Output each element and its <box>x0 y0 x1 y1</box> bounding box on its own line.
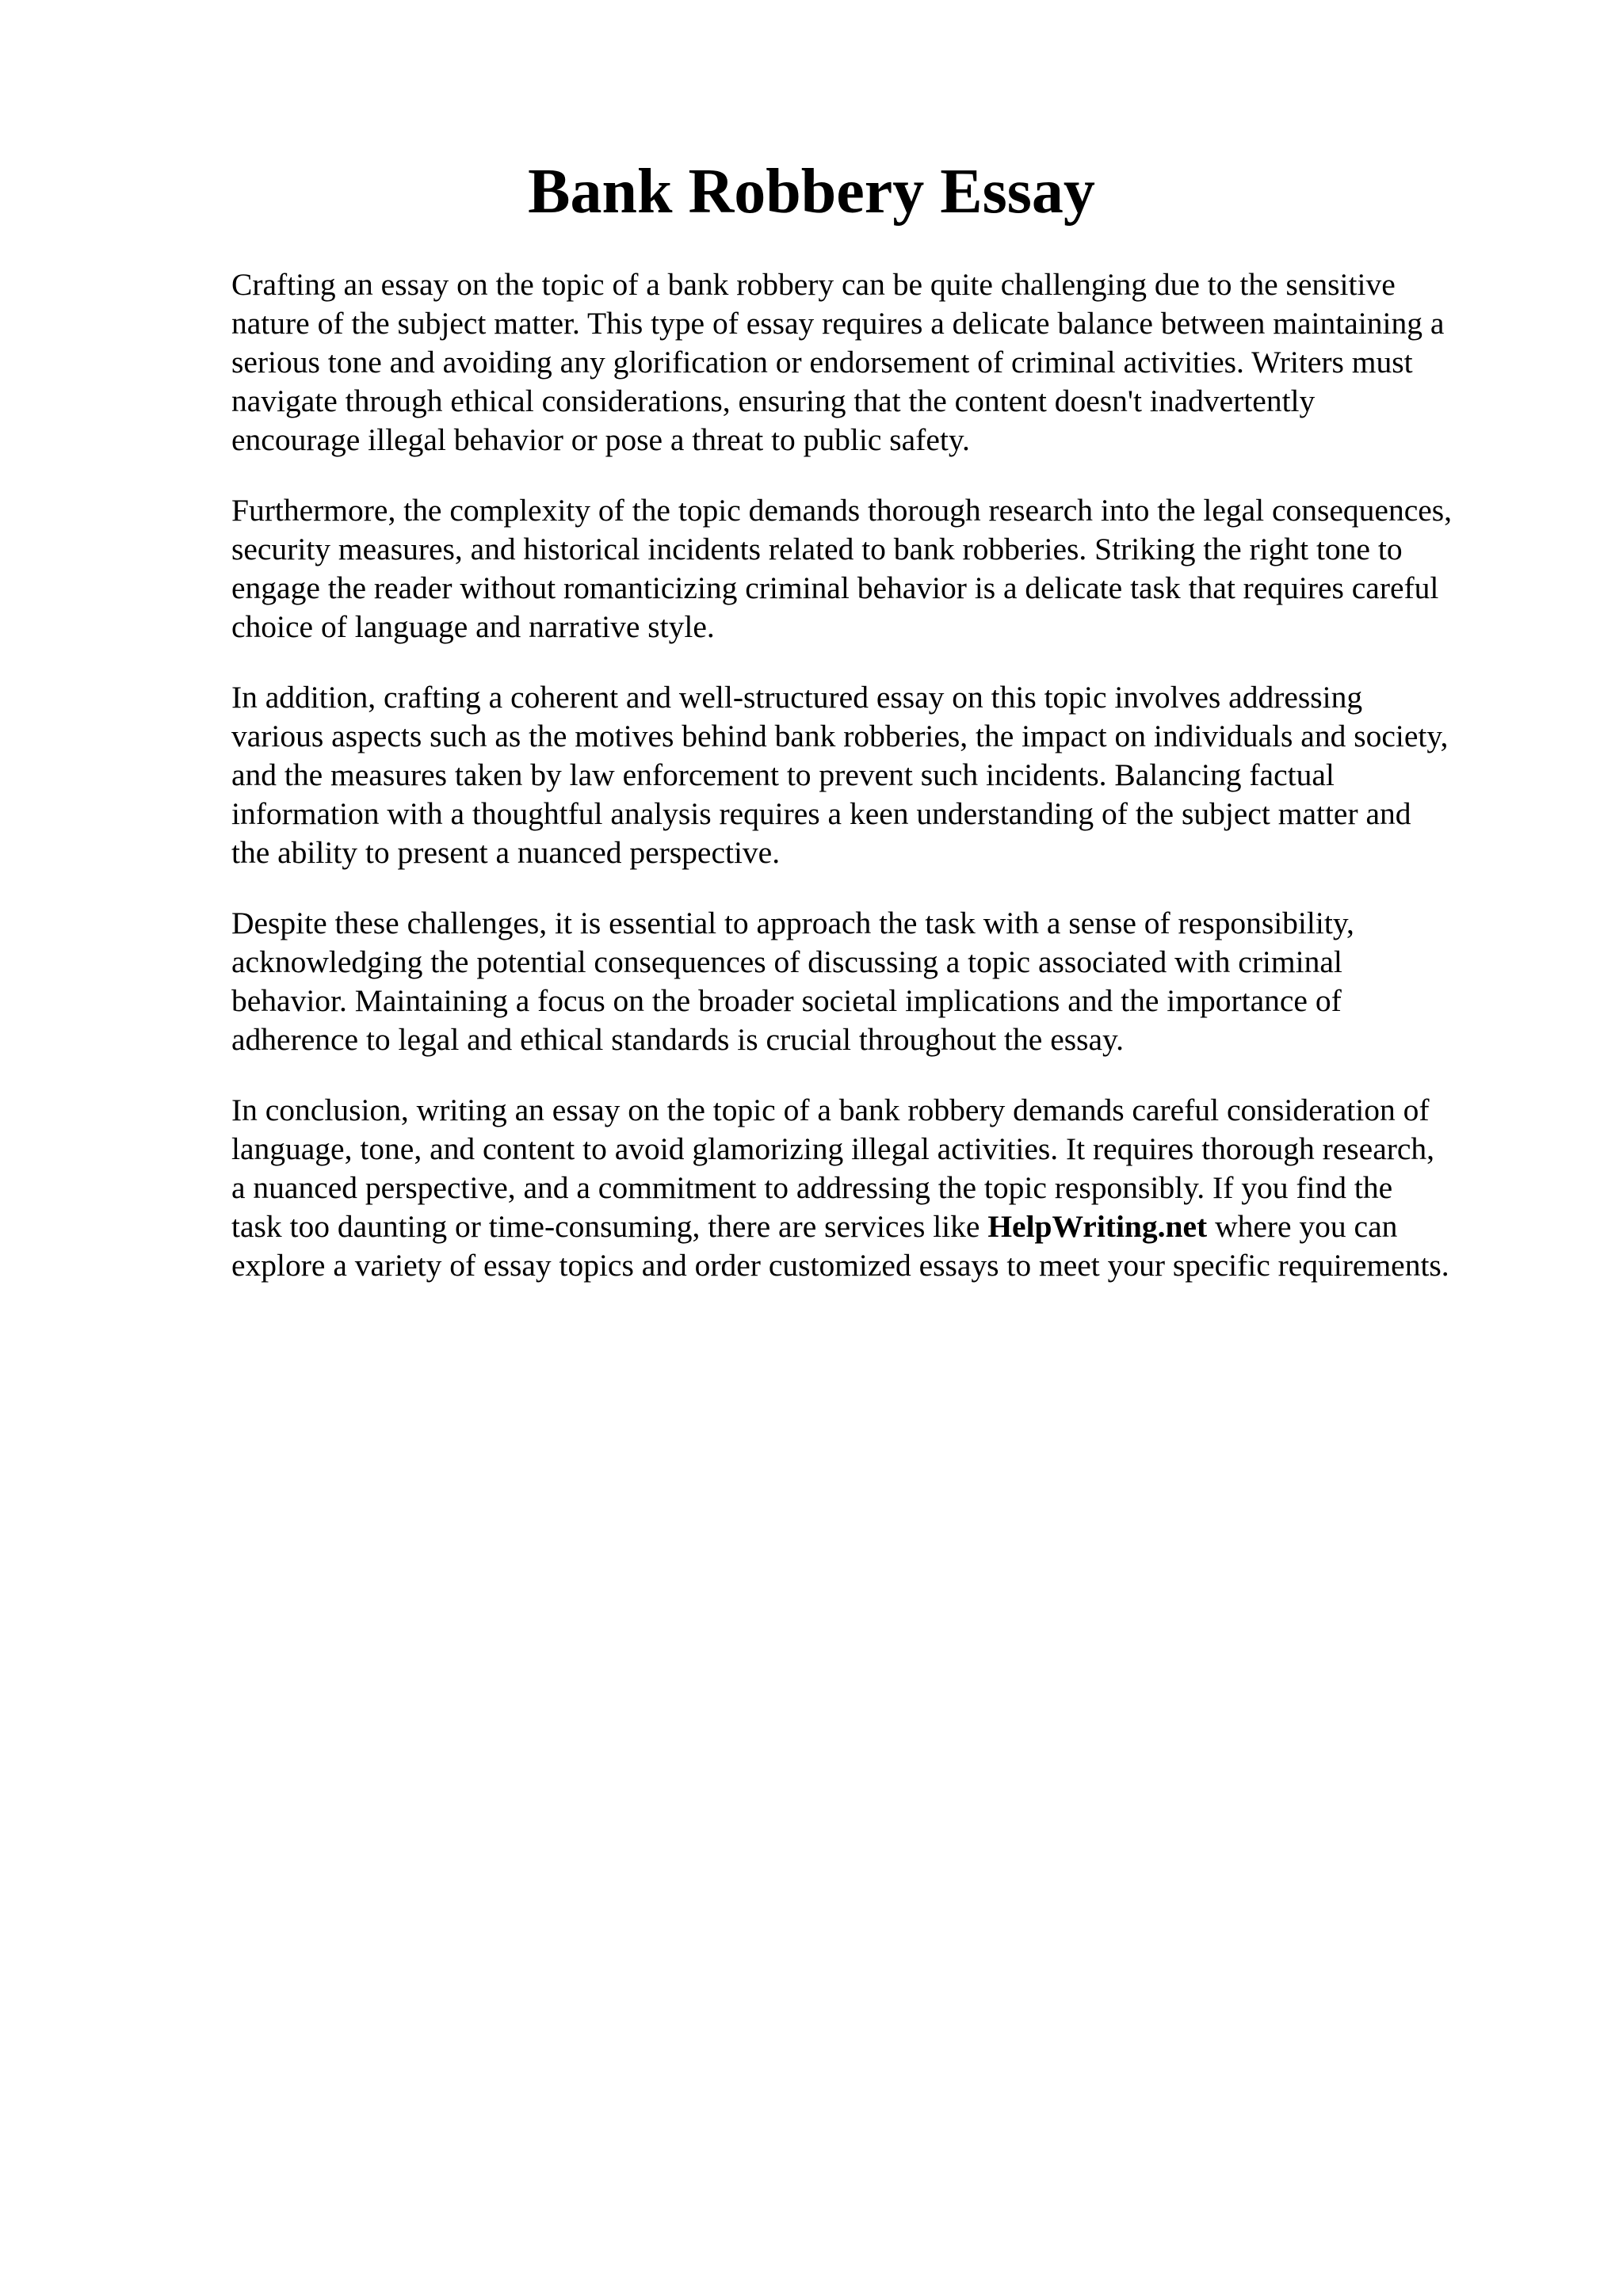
paragraph-line: Despite these challenges, it is essential to approach the task with a sense of responsibility, <box>231 906 1354 940</box>
paragraph-line: a nuanced perspective, and a commitment to addressing the topic responsibly. If you find the <box>231 1170 1393 1205</box>
paragraph-line: choice of language and narrative style. <box>231 609 715 644</box>
paragraph-line: encourage illegal behavior or pose a threat to public safety. <box>231 422 970 457</box>
paragraph-line: navigate through ethical considerations, ensuring that the content doesn't inadvertently <box>231 383 1316 418</box>
paragraph-line: acknowledging the potential consequences of discussing a topic associated with criminal <box>231 944 1342 979</box>
paragraph-4 <box>231 904 1531 1059</box>
paragraph-line: information with a thoughtful analysis requires a keen understanding of the subject matter and <box>231 796 1411 831</box>
paragraph-line: Crafting an essay on the topic of a bank robbery can be quite challenging due to the sensitive <box>231 267 1396 302</box>
paragraph-line: and the measures taken by law enforcement to prevent such incidents. Balancing factual <box>231 757 1335 792</box>
paragraph-line: the ability to present a nuanced perspective. <box>231 835 781 870</box>
paragraph-line: adherence to legal and ethical standards is crucial throughout the essay. <box>231 1022 1125 1057</box>
paragraph-line: engage the reader without romanticizing criminal behavior is a delicate task that requires careful <box>231 570 1439 605</box>
paragraph-line: behavior. Maintaining a focus on the broader societal implications and the importance of <box>231 983 1342 1018</box>
paragraph-5 <box>231 1091 1531 1285</box>
paragraph-line-with-link <box>231 1207 1531 1246</box>
paragraph-line: explore a variety of essay topics and order customized essays to meet your specific requirements. <box>231 1248 1449 1283</box>
paragraph-line: various aspects such as the motives behind bank robberies, the impact on individuals and society, <box>231 719 1449 753</box>
paragraph-line: Furthermore, the complexity of the topic demands thorough research into the legal consequences, <box>231 493 1453 528</box>
line-text-after-brand: where you can <box>1207 1209 1398 1244</box>
line-text-before-brand: task too daunting or time-consuming, there are services like <box>231 1209 988 1244</box>
paragraph-2 <box>231 491 1531 646</box>
paragraph-line: nature of the subject matter. This type of essay requires a delicate balance between maintaining a <box>231 306 1445 341</box>
paragraph-line: language, tone, and content to avoid glamorizing illegal activities. It requires thorough research, <box>231 1131 1435 1166</box>
paragraph-line: In conclusion, writing an essay on the topic of a bank robbery demands careful consideration of <box>231 1093 1430 1127</box>
essay-body <box>231 265 1531 1317</box>
paragraph-line: In addition, crafting a coherent and well-structured essay on this topic involves addressing <box>231 680 1363 715</box>
helpwriting-brand-link[interactable]: HelpWriting.net <box>987 1209 1208 1244</box>
paragraph-1 <box>231 265 1531 460</box>
paragraph-3 <box>231 678 1531 872</box>
paragraph-line: security measures, and historical incidents related to bank robberies. Striking the right tone to <box>231 532 1403 566</box>
essay-title: Bank Robbery Essay <box>528 157 1095 227</box>
paragraph-line: serious tone and avoiding any glorification or endorsement of criminal activities. Writers must <box>231 345 1413 379</box>
